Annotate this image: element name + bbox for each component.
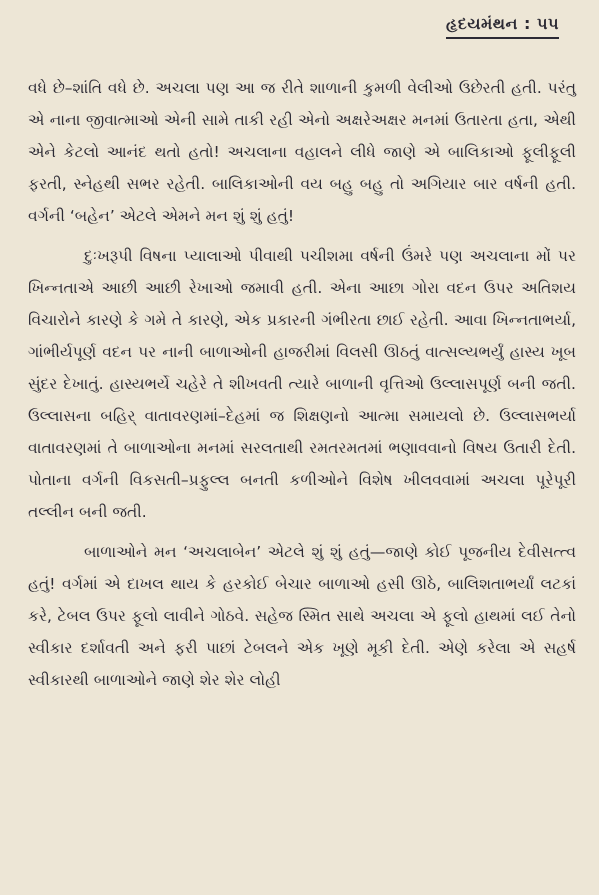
running-header: હૃદયમંથન : ૫૫: [446, 14, 559, 39]
paragraph-1: વધે છે–શાંતિ વધે છે. અચલા પણ આ જ રીતે શાળાની કુમળી વેલીઓ ઉછેરતી હતી. પરંતુ એ નાના જીવાત્માઓ એની સામે તાકી રહી એનો અક્ષરેઅક્ષર મનમાં ઉતારતા હતા, એથી એને કેટલો આનંદ થતો હતો! અચલાના વહાલને લીધે જાણે એ બાલિકાઓ ફૂલીફૂલી ફરતી, સ્નેહથી સભર રહેતી. બાલિકાઓની વય બહુ બહુ તો અગિયાર બાર વર્ષની હતી. વર્ગની ‘બહેન’ એટલે એમને મન શું શું હતું!: [28, 79, 576, 225]
paragraph-2: દુઃખરૂપી વિષના પ્યાલાઓ પીવાથી પચીશમા વર્ષની ઉંમરે પણ અચલાના મોં પર ખિન્નતાએ આછી આછી રેખાઓ જમાવી હતી. એના આછા ગોરા વદન ઉપર અતિશય વિચારોને કારણે કે ગમે તે કારણે, એક પ્રકારની ગંભીરતા છાઈ રહેતી. આવા ખિન્નતાભર્યા, ગાંભીર્યપૂર્ણ વદન પર નાની બાળાઓની હાજરીમાં વિલસી ઊઠતું વાત્સલ્યભર્યું હાસ્ય ખૂબ સુંદર દેખાતું. હાસ્યભર્યે ચહેરે તે શીખવતી ત્યારે બાળાની વૃત્તિઓ ઉલ્લાસપૂર્ણ બની જતી. ઉલ્લાસના બહિર્ વાતાવરણમાં–દેહમાં જ શિક્ષણનો આત્મા સમાયલો છે. ઉલ્લાસભર્યા વાતાવરણમાં તે બાળાઓના મનમાં સરલતાથી રમતરમતમાં ભણાવવાનો વિષય ઉતારી દેતી. પોતાના વર્ગની વિકસતી–પ્રફુલ્લ બનતી કળીઓને વિશેષ ખીલવવામાં અચલા પૂરેપૂરી તલ્લીન બની જતી.: [28, 247, 576, 521]
paragraph-3: બાળાઓને મન ‘અચલાબેન’ એટલે શું શું હતું—જાણે કોઈ પૂજનીય દેવીસત્ત્વ હતું! વર્ગમાં એ દાખલ થાય કે હરકોઈ બેચાર બાળાઓ હસી ઊઠે, બાલિશતાભર્યાં લટકાં કરે, ટેબલ ઉપર ફૂલો લાવીને ગોઠવે. સહેજ સ્મિત સાથે અચલા એ ફૂલો હાથમાં લઈ તેનો સ્વીકાર દર્શાવતી અને ફરી પાછાં ટેબલને એક ખૂણે મૂકી દેતી. એણે કરેલા એ સહર્ષ સ્વીકારથી બાળાઓને જાણે શેર શેર લોહી: [28, 543, 576, 689]
body-text: [28, 72, 576, 704]
